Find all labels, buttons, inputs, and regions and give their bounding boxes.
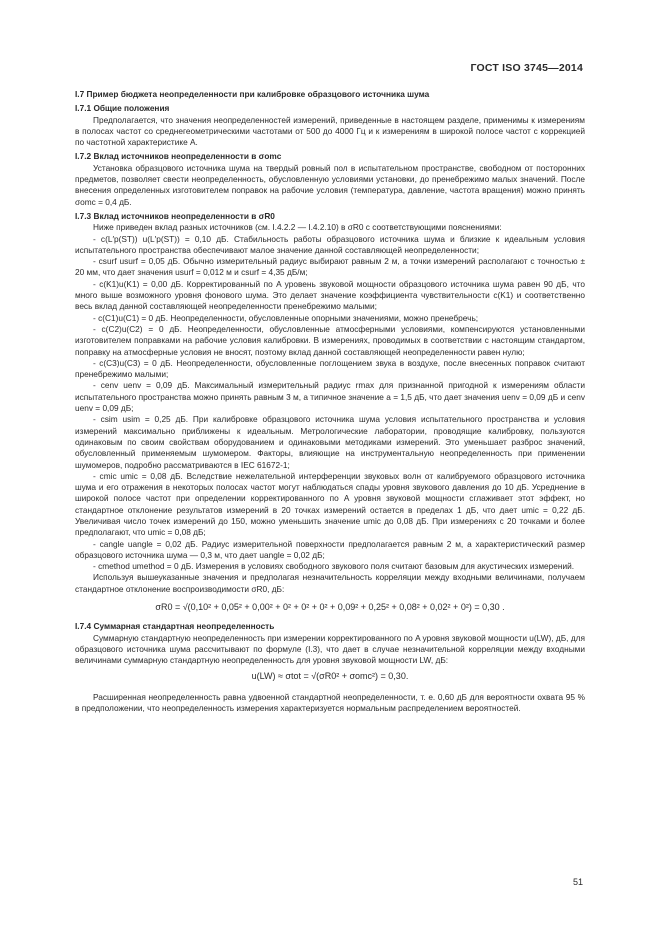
uncertainty-item: - c(C3)u(C3) = 0 дБ. Неопределенности, обусловленные поглощением звука в воздухе, после внесенных поправок считают пренебрежимо малыми; [75,357,585,380]
page-number: 51 [572,877,583,887]
uncertainty-item: - c(C2)u(C2) = 0 дБ. Неопределенности, обусловленные атмосферными условиями, компенсируются установленными изготовителем поправками на рабочие условия калибровки. В измерениях, проводимых в соответствии с настоящим стандартом, поправку на атмосферные условия не вносят, поэтому вклад данной составляющей неопределенности равен нулю; [75,323,585,357]
uncertainty-item: - c(K1)u(K1) = 0,00 дБ. Корректированный по A уровень звуковой мощности образцового источника шума равен 90 дБ, что много выше возможного уровня фонового шума. Это делает значение коэффициента чувствительности c(K1) и соответственно весь вклад данной составляющей неопределенности пренебрежимо малыми; [75,278,585,312]
section-i73-intro: Ниже приведен вклад разных источников (см. I.4.2.2 — I.4.2.10) в σR0 с соответствующими пояснениями: [93,222,502,233]
uncertainty-item: - cmethod umethod = 0 дБ. Измерения в условиях свободного звукового поля считают базовым для акустических измерений. [93,561,575,572]
uncertainty-item: - cenv uenv = 0,09 дБ. Максимальный измерительный радиус rmax для признанной пригодной к измерениям области испытательного пространства можно принять равным 3 м, а типичное значение a = 1,5 дБ, что дает значения uenv = 0,09 дБ и cenv uenv = 0,09 дБ; [75,380,585,414]
section-i74-final: Расширенная неопределенность равна удвоенной стандартной неопределенности, т. е. 0,60 дБ для вероятности охвата 95 % в предположении, что неопределенность измерения характеризуется нормальным распределением вероятностей. [75,691,585,714]
section-i71-text: Предполагается, что значения неопределенностей измерений, приведенные в настоящем разделе, применимы к измерениям в полосах частот со среднегеометрическими частотами от 500 до 4000 Гц и к измерениям в широкой полосе частот с коррекцией по частотной характеристике A. [75,114,585,148]
total-uncertainty-formula: u(LW) ≈ σtot = √(σR0² + σomc²) = 0,30. [251,670,409,681]
section-i73-summary: Используя вышеуказанные значения и предполагая незначительность корреляции между входными величинами, получаем стандартное отклонение воспроизводимости σR0, дБ: [75,572,585,594]
section-i74-text: Суммарную стандартную неопределенность при измерении корректированного по A уровня звуковой мощности u(LW), дБ, для образцового источника шума рассчитывают по формуле (I.3), что дает в случае незначительной корреляции между входными величинами суммарную стандартную неопределенность для уровня звуковой мощности LW, дБ: [75,632,585,666]
reproducibility-formula: σR0 = √(0,10² + 0,05² + 0,00² + 0² + 0² + 0² + 0,09² + 0,25² + 0,08² + 0,02² + 0²) = 0,30 . [155,602,505,613]
uncertainty-item: - csim usim = 0,25 дБ. При калибровке образцового источника шума условия испытательного пространства и условия измерений максимально приближены к идеальным. Метрологические лаборатории, проводящие калибровку, пользуются одинаковым по своим свойствам оборудованием и одинаковыми методиками измерений. Это уменьшает разброс значений, обусловленный применяемым шумомером. Факторы, влияющие на инструментальную неопределенность при применении шумомеров, подробно рассматриваются в IEC 61672-1; [75,414,585,470]
section-i71-title: I.7.1 Общие положения [75,103,170,114]
uncertainty-item: - cmic umic = 0,08 дБ. Вследствие нежелательной интерференции звуковых волн от калибруемого образцового источника шума и его отражения в некоторых полосах частот могут наблюдаться спады уровня звукового давления до 10 дБ. Усреднение в широкой полосе частот при определении корректированного по A уровня звуковой мощности сглаживает этот эффект, но стандартное отклонение результатов измерений в 20 точках измерений остается в пределах 1 дБ, что дает umic = 0,22 дБ. Увеличивая число точек измерений до 150, можно уменьшить значение umic до 0,08 дБ. При измерениях с 20 точками и более предполагают, что umic = 0,08 дБ; [75,470,585,538]
section-i7-title: I.7 Пример бюджета неопределенности при калибровке образцового источника шума [75,89,430,99]
document-body [75,89,585,714]
section-i72-title: I.7.2 Вклад источников неопределенности в σomc [75,151,282,162]
standard-header: ГОСТ ISO 3745—2014 [470,62,583,74]
section-i72-text: Установка образцового источника шума на твердый ровный пол в испытательном пространстве, свободном от посторонних предметов, позволяет свести неопределенность, обусловленную условиями установки, до пренебрежимо малых значений. После внесения определенных изготовителем поправок на рабочие условия (температура, давление, частота вращения) можно принять σomc = 0,4 дБ. [75,162,585,207]
uncertainty-item: - c(C1)u(C1) = 0 дБ. Неопределенности, обусловленные опорными значениями, можно пренебречь; [93,312,479,323]
uncertainty-item: - c(L′p(ST)) u(L′p(ST)) = 0,10 дБ. Стабильность работы образцового источника шума и близкие к идеальным условия испытательного пространства обеспечивают малое значение данной составляющей неопределенности; [75,233,585,255]
section-i74-title: I.7.4 Суммарная стандартная неопределенность [75,621,275,632]
uncertainty-item: - csurf usurf = 0,05 дБ. Обычно измерительный радиус выбирают равным 2 м, а точки измерений располагают с точностью ± 20 мм, что дает значения usurf = 0,012 м и csurf = 4,35 дБ/м; [75,256,585,278]
uncertainty-item: - cangle uangle = 0,02 дБ. Радиус измерительной поверхности предполагается равным 2 м, а характеристический размер образцового источника шума — 0,3 м, что дает uangle = 0,02 дБ; [75,538,585,560]
section-i73-title: I.7.3 Вклад источников неопределенности в σR0 [75,210,275,221]
